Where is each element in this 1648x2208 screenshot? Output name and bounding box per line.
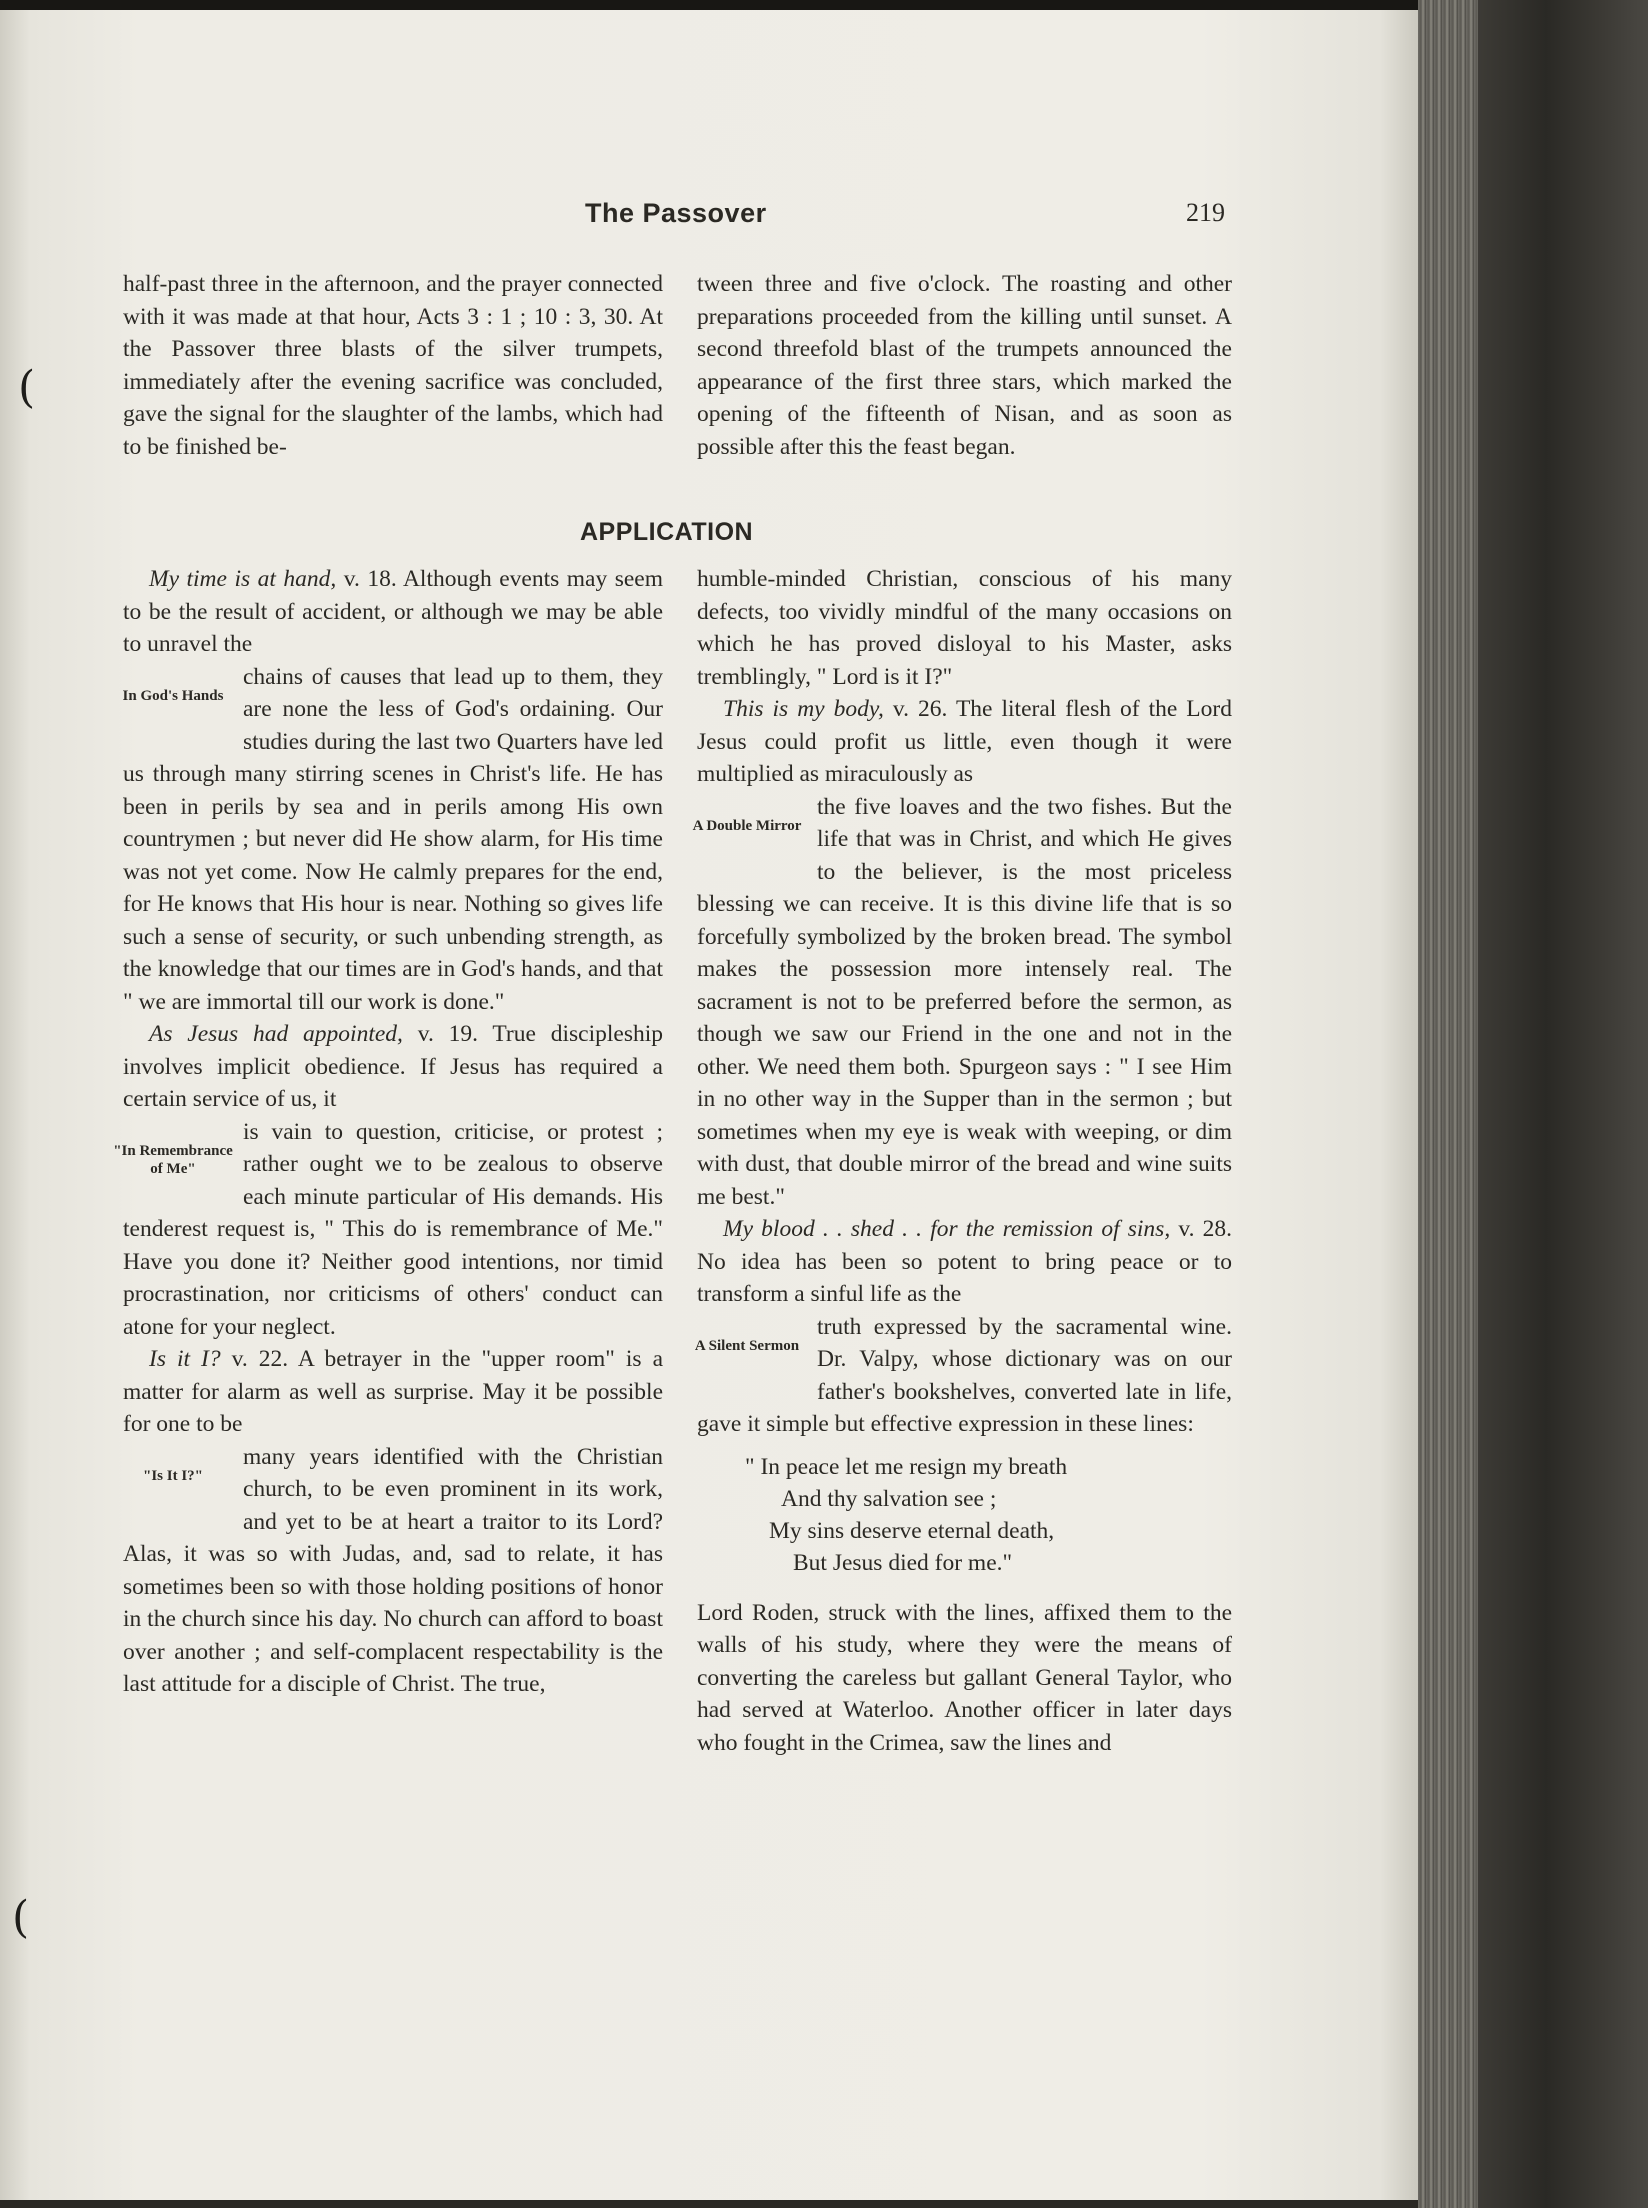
paragraph: My blood . . shed . . for the remission of sins, v. 28. No idea has been so potent to bring peace or to transform a sinful life as the — [697, 1216, 1232, 1307]
top-left-paragraph: half-past three in the afternoon, and the prayer connected with it was made at that hour, Acts 3 : 1 ; 10 : 3, 30. At the Passover three blasts of the silver trumpets, immediately after the evening sacrifice was concluded, gave the signal for the slaughter of the lambs, which had to be finished be- — [123, 271, 663, 460]
marginal-note: A Silent Sermon — [694, 1337, 800, 1354]
paragraph-continued: chains of causes that lead up to them, they are none the less of God's ordaining. Our studies during the last two Quarters have led us through many stirring scenes in Christ's life. He has been in perils by sea and in perils among His own countrymen ; but never did He show alarm, for His time was not yet come. Now He calmly prepares for the end, for He knows that His hour is near. Nothing so gives life such a sense of security, or such unbending strength, as the knowledge that our times are in God's hands, and that " we are immortal till our work is done." — [123, 663, 663, 1015]
paragraph-continued: humble-minded Christian, conscious of his many defects, too vividly mindful of the many occasions on which he has proved disloyal to his Master, asks tremblingly, " Lord is it I?" — [697, 566, 1232, 690]
verse-reference: As Jesus had appointed, — [149, 1021, 403, 1047]
marginal-note: "Is It I?" — [143, 1467, 203, 1484]
paragraph: Is it I? v. 22. A betrayer in the "upper room" is a matter for alarm as well as surprise. May it be possible for one to be — [123, 1346, 663, 1437]
verse-reference: Is it I? — [149, 1346, 221, 1372]
verse-reference: This is my body, — [723, 696, 884, 722]
verse-line: And thy salvation see ; — [781, 1485, 997, 1512]
quoted-verse — [745, 1451, 1232, 1579]
book-edge — [1418, 0, 1648, 2208]
paragraph-continued: many years identified with the Christian church, to be even prominent in its work, and yet to be at heart a traitor to its Lord? Alas, it was so with Judas, and, sad to relate, it has sometimes been so with those holding positions of honor in the church since his day. No church can afford to boast over another ; and self-complacent respectability is the last attitude for a disciple of Christ. The true, — [123, 1443, 663, 1697]
margin-mark: ( — [18, 362, 36, 413]
right-column — [692, 563, 1232, 1759]
marginal-note: "In Remembrance of Me" — [113, 1142, 233, 1177]
verse-reference: My blood . . shed . . for the remission of sins, — [723, 1216, 1171, 1242]
paragraph-continued: truth expressed by the sacramental wine. Dr. Valpy, whose dictionary was on our father's bookshelves, converted late in life, gave it simple but effective expression in these lines: — [697, 1313, 1232, 1437]
paragraph-continued: the five loaves and the two fishes. But the life that was in Christ, and which He gives to the believer, is the most priceless blessing we can receive. It is this divine life that is so forcefully symbolized by the broken bread. The symbol makes the possession more intensely real. The sacrament is not to be preferred before the sermon, as though we saw our Friend in the one and not in the other. We need them both. Spurgeon says : " I see Him in no other way in the Supper than in the sermon ; but sometimes when my eye is weak with weeping, or dim with dust, that double mirror of the bread and wine suits me best." — [697, 793, 1232, 1210]
paragraph: This is my body, v. 26. The literal flesh of the Lord Jesus could profit us little, even though it were multiplied as miraculously as — [697, 696, 1232, 787]
verse-reference: My time is at hand, — [149, 566, 337, 592]
section-heading: APPLICATION — [580, 518, 754, 546]
left-column — [113, 563, 664, 1701]
paragraph: Lord Roden, struck with the lines, affixed them to the walls of his study, where they were the means of converting the careless but gallant General Taylor, who had served at Waterloo. Another officer in later days who fought in the Crimea, saw the lines and — [697, 1599, 1232, 1756]
marginal-note: In God's Hands — [122, 687, 224, 704]
marginal-note: A Double Mirror — [692, 817, 802, 834]
verse-line: But Jesus died for me." — [793, 1549, 1013, 1576]
margin-mark: ( — [12, 1892, 30, 1943]
verse-line: My sins deserve eternal death, — [769, 1517, 1055, 1544]
verse-line: " In peace let me resign my breath — [745, 1453, 1068, 1480]
page-number: 219 — [1186, 198, 1225, 227]
paragraph-continued: is vain to question, criticise, or protest ; rather ought we to be zealous to observe each minute particular of His demands. His tenderest request is, " This do is remembrance of Me." Have you done it? Neither good intentions, nor timid procrastination, nor criticisms of others' conduct can atone for your neglect. — [123, 1118, 663, 1340]
running-title: The Passover — [585, 198, 767, 228]
top-right-paragraph: tween three and five o'clock. The roasting and other preparations proceeded from the killing until sunset. A second threefold blast of the trumpets announced the appearance of the first three stars, which marked the opening of the fifteenth of Nisan, and as soon as possible after this the feast began. — [697, 271, 1232, 460]
paragraph: My time is at hand, v. 18. Although events may seem to be the result of accident, or although we may be able to unravel the — [123, 566, 663, 657]
paragraph: As Jesus had appointed, v. 19. True discipleship involves implicit obedience. If Jesus has required a certain service of us, it — [123, 1021, 664, 1112]
